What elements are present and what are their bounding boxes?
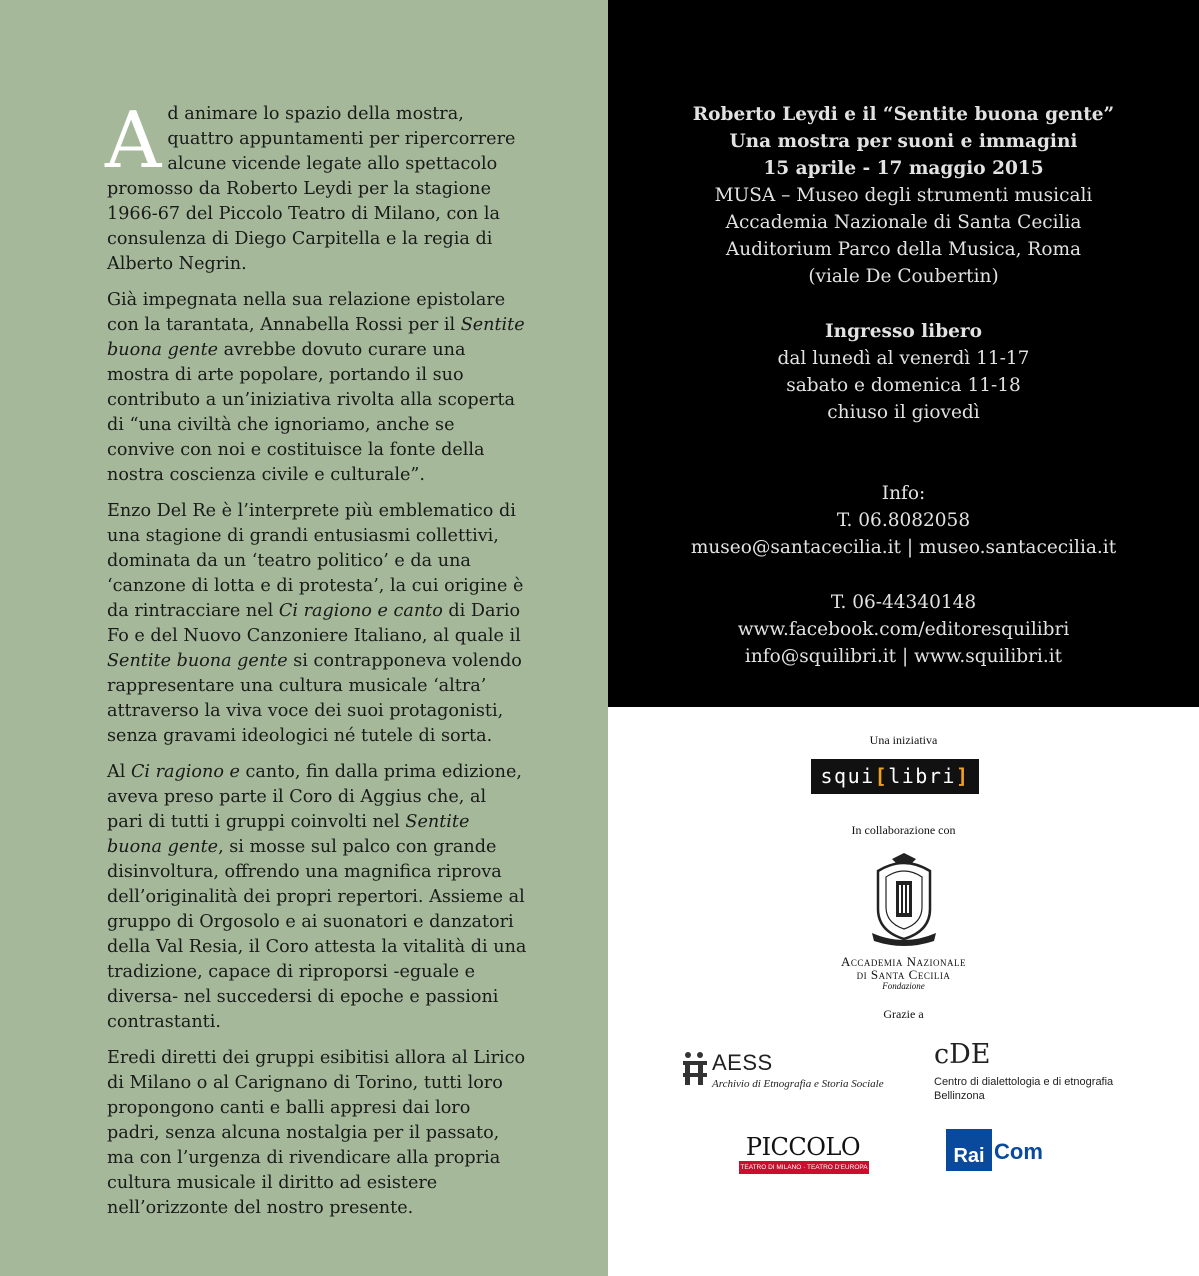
event-info-panel bbox=[608, 0, 1199, 707]
collab-label: In collaborazione con bbox=[851, 823, 956, 837]
entry-title: Ingresso libero bbox=[824, 321, 982, 342]
paragraph-3: Enzo Del Re è l’interprete più emblematico di una stagione di grandi entusiasmi collettivi, dominata da un ‘teatro politico’ e da una ‘canzone di lotta e di protesta’, la cui origine è da rintracciare nel Ci ragiono e canto di Dario Fo e del Nuovo Canzoniere Italiano, al quale il Sentite buona gente si contrapponeva volendo rappresentare una cultura musicale ‘altra’ attraverso la viva voce dei suoi protagonisti, senza gravami ideologici né tutele di sorta. bbox=[107, 501, 524, 746]
venue-line-3: Auditorium Parco della Musica, Roma bbox=[725, 239, 1082, 260]
cde-logo-desc-1: Centro di dialettologia e di etnografia bbox=[934, 1076, 1114, 1088]
raicom-logo-com: Com bbox=[994, 1139, 1043, 1164]
paragraph-5: Eredi diretti dei gruppi esibitisi allora al Lirico di Milano o al Carignano di Torino, tutti loro propongono canti e balli appresi dai loro padri, senza alcuna nostalgia per il passato, ma con l’urgenza di rivendicare alla propria cultura musicale il diritto ad esistere nell’orizzonte del nostro presente. bbox=[107, 1048, 526, 1218]
sponsors-panel bbox=[608, 707, 1199, 1276]
cde-logo-mark: cDE bbox=[934, 1039, 991, 1070]
cde-logo-desc-2: Bellinzona bbox=[934, 1090, 985, 1102]
email-link-1[interactable]: museo@santacecilia.it | museo.santacecilia.it bbox=[690, 537, 1117, 558]
aess-figures-icon bbox=[681, 1051, 711, 1087]
thanks-label: Grazie a bbox=[883, 1007, 924, 1021]
hours-line-2: sabato e domenica 11-18 bbox=[786, 375, 1021, 396]
venue-line-4: (viale De Coubertin) bbox=[808, 266, 999, 287]
hours-line-3: chiuso il giovedì bbox=[827, 402, 980, 423]
info-label: Info: bbox=[881, 483, 926, 504]
accademia-crest-icon bbox=[864, 851, 944, 947]
paragraph-2: Già impegnata nella sua relazione epistolare con la tarantata, Annabella Rossi per il Sentite buona gente avrebbe dovuto curare una mostra di arte popolare, portando il suo contributo a un’iniziativa rivolta alla scoperta di “una civiltà che ignoriamo, anche se convive con noi e costituisce la fonte della nostra coscienza civile e culturale”. bbox=[107, 290, 525, 485]
phone-2: T. 06-44340148 bbox=[830, 592, 977, 613]
hours-line-1: dal lunedì al venerdì 11-17 bbox=[777, 348, 1030, 369]
paragraph-4: Al Ci ragiono e canto, fin dalla prima edizione, aveva preso parte il Coro di Aggius che, al pari di tutti i gruppi coinvolti nel Sentite buona gente, si mosse sul palco con grande disinvoltura, offrendo una magnifica riprova dell’originalità dei propri repertori. Assieme al gruppo di Orgosolo e ai suonatori e danzatori della Val Resia, il Coro attesta la vitalità di una tradizione, capace di riproporsi -eguale e diversa- nel succedersi di epoche e passioni contrastanti. bbox=[107, 762, 527, 1032]
initiative-label: Una iniziativa bbox=[869, 733, 938, 747]
squilibri-logo: squi[libri] bbox=[811, 759, 979, 794]
piccolo-logo-name: PICCOLO bbox=[745, 1133, 861, 1161]
body-text bbox=[105, 96, 527, 1232]
accademia-name-2: di Santa Cecilia bbox=[856, 967, 951, 982]
email-link-2[interactable]: info@squilibri.it | www.squilibri.it bbox=[744, 646, 1063, 667]
venue-line-1: MUSA – Museo degli strumenti musicali bbox=[714, 185, 1093, 206]
accademia-name-1: Accademia Nazionale bbox=[840, 954, 966, 969]
phone-1: T. 06.8082058 bbox=[836, 510, 971, 531]
paragraph-1: Ad animare lo spazio della mostra, quattro appuntamenti per ripercorrere alcune vicende legate allo spettacolo promosso da Roberto Leydi per la stagione 1966-67 del Piccolo Teatro di Milano, con la consulenza di Diego Carpitella e la regia di Alberto Negrin. bbox=[105, 96, 516, 274]
venue-line-2: Accademia Nazionale di Santa Cecilia bbox=[725, 212, 1082, 233]
event-dates: 15 aprile - 17 maggio 2015 bbox=[763, 158, 1044, 179]
facebook-link[interactable]: www.facebook.com/editoresquilibri bbox=[737, 619, 1070, 640]
event-title: Roberto Leydi e il “Sentite buona gente” bbox=[692, 104, 1115, 125]
rai-logo: Rai bbox=[946, 1129, 992, 1171]
accademia-foundation: Fondazione bbox=[882, 981, 925, 991]
event-subtitle: Una mostra per suoni e immagini bbox=[729, 131, 1078, 152]
aess-logo-desc: Archivio di Etnografia e Storia Sociale bbox=[712, 1078, 884, 1090]
piccolo-logo-band: TEATRO DI MILANO · TEATRO D'EUROPA bbox=[739, 1161, 869, 1174]
aess-logo-name: AESS bbox=[712, 1050, 773, 1075]
drop-cap: A bbox=[105, 96, 162, 186]
